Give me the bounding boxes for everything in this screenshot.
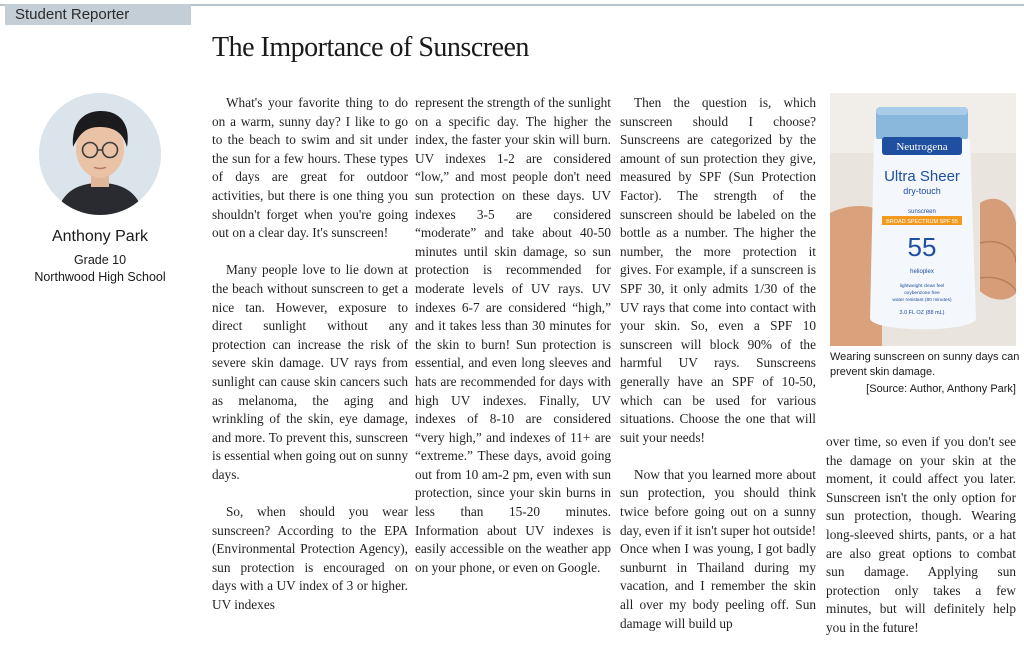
bottle-spf-text: 55: [907, 232, 937, 262]
article-column-1: [212, 94, 408, 633]
sunscreen-bottle-image: [830, 93, 1016, 346]
bottle-logo-text: helioplex: [910, 269, 934, 275]
author-name: Anthony Park: [51, 228, 149, 245]
paragraph: represent the strength of the sunlight on a specific day. The higher the index, the faster your skin will burn. UV indexes 1-2 are considered “low,” and most people don't need sun protection on these days. UV indexes 3-5 are considered “moderate” and take about 40-50 minutes until skin damage, so sun protection is recommended for moderate levels of UV rays. UV indexes 6-7 are considered “high,” and it takes less than 30 minutes for the skin to burn! Sun protection is essential, and even long sleeves and hats are recommended for days with high UV indexes. Finally, UV indexes of 8-10 are considered “very high,” and indexes of 11+ are “extreme.” These days, avoid going out from 10 am-2 pm, even with sun protection, since your skin burns in less than 15-20 minutes. Information about UV indexes is easily accessible on the weather app on your phone, or even on Google.: [415, 95, 611, 575]
bottle-band-text: BROAD SPECTRUM SPF 55: [886, 219, 958, 225]
article-column-3: [620, 94, 816, 652]
photo-source: [Source: Author, Anthony Park]: [866, 383, 1016, 395]
author-grade: Grade 10: [73, 253, 127, 267]
author-school: Northwood High School: [34, 270, 166, 284]
bottle-desc3-text: water resistant (80 minutes): [892, 298, 952, 303]
article-title: The Importance of Sunscreen: [212, 32, 529, 63]
author-avatar: [39, 93, 161, 215]
paragraph: Now that you learned more about sun protection, you should think twice before going out on a sunny day, even if it isn't super hot outside! Once when I was young, I got badly sunburnt in Thailand during my vacation, and I remember the skin all over my body peeling off. Sun damage will build up: [620, 466, 816, 631]
paragraph: So, when should you wear sunscreen? According to the EPA (Environmental Protection Agency), sun protection is encouraged on days with a UV index of 3 or higher. UV indexes: [212, 504, 408, 613]
bottle-line1-text: Ultra Sheer: [884, 168, 960, 185]
sunscreen-photo: [830, 93, 1016, 346]
author-portrait-image: [39, 93, 161, 215]
bottle-brand-text: Neutrogena: [896, 141, 948, 153]
paragraph: What's your favorite thing to do on a warm, sunny day? I like to go to the beach to swim and sit under the sun for a few hours. These types of days are great for outdoor activities, but there is one thing you shouldn't forget when you're going out on a clear day. It's sunscreen!: [212, 95, 408, 241]
article-column-2: [415, 94, 611, 596]
bottle-line2-text: dry-touch: [903, 186, 941, 196]
paragraph: over time, so even if you don't see the damage on your skin at the moment, it could affect you later. Sunscreen isn't the only option for sun protection, though. Wearing long-sleeved shirts, pants, or a hat are also great options to combat sun damage. Applying sun protection only takes a few minutes, but will definitely help you in the future!: [826, 434, 1016, 635]
section-label: Student Reporter: [5, 4, 191, 25]
bottle-desc2-text: oxybenzone free: [904, 291, 940, 296]
photo-caption: Wearing sunscreen on sunny days can prevent skin damage.: [830, 351, 1020, 378]
paragraph: Many people love to lie down at the beach without sunscreen to get a nice tan. However, exposure to direct sunlight without any protection can increase the risk of severe skin damage. UV rays from sunlight can cause skin cancers such as melanoma, the aging and wrinkling of the skin, eye damage, and more. To prevent this, sunscreen is essential when going out on sunny days.: [212, 262, 408, 482]
paragraph: Then the question is, which sunscreen should I choose? Sunscreens are categorized by the amount of sun protection they give, measured by SPF (Sun Protection Factor). The strength of the sunscreen should be labeled on the bottle as a number. The higher the number, the more protection it gives. For example, if a sunscreen is SPF 30, it only admits 1/30 of the UV rays that come into contact with your skin. So, even a SPF 10 sunscreen will block 90% of the harmful UV rays. Sunscreens generally have an SPF of 10-50, which can be used for various situations. Choose the one that will suit your needs!: [620, 95, 816, 445]
bottle-desc1-text: lightweight clean feel: [899, 284, 945, 289]
bottle-type-text: sunscreen: [908, 209, 936, 215]
article-column-4: [826, 433, 1016, 656]
bottle-volume-text: 3.0 FL OZ (88 mL): [899, 310, 945, 316]
